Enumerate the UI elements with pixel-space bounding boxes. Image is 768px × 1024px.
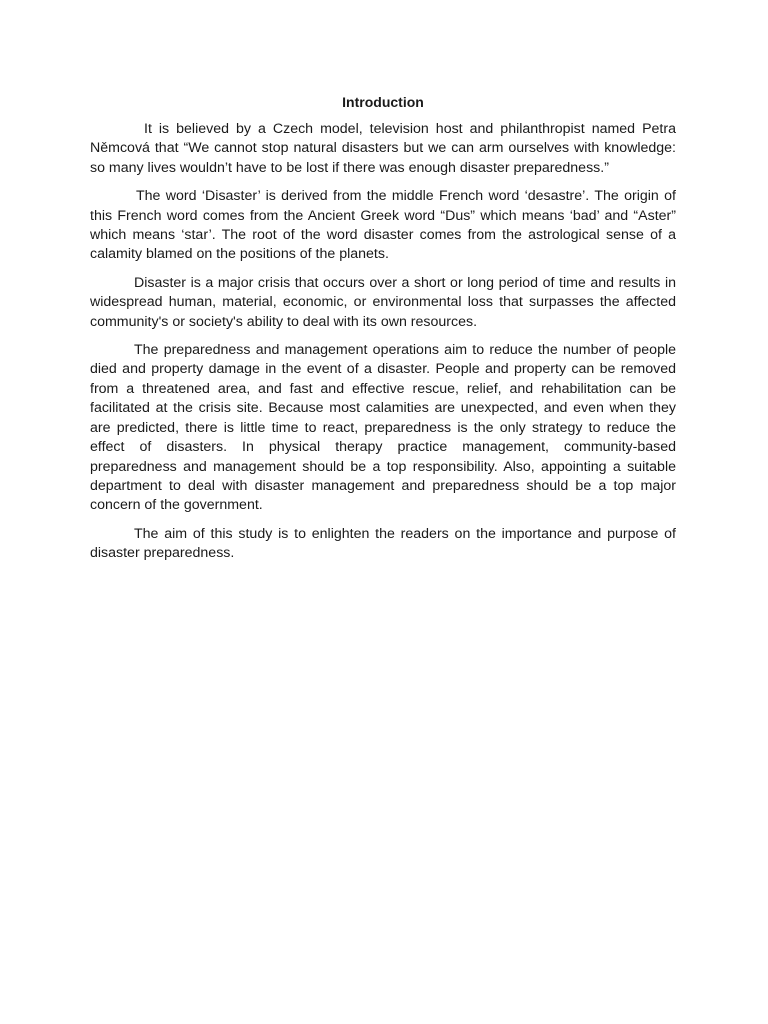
- paragraph-aim: The aim of this study is to enlighten the readers on the importance and purpose of disaster preparedness.: [90, 525, 676, 562]
- paragraph-etymology: The word ‘Disaster’ is derived from the middle French word ‘desastre’. The origin of this French word comes from the Ancient Greek word “Dus” which means ‘bad’ and “Aster” which means ‘star’. The root of the word disaster comes from the astrological sense of a calamity blamed on the positions of the planets.: [90, 188, 676, 263]
- paragraph-definition: Disaster is a major crisis that occurs over a short or long period of time and results in widespread human, material, economic, or environmental loss that surpasses the affected community's or society's ability to deal with its own resources.: [90, 274, 676, 330]
- section-heading: Introduction: [342, 94, 424, 110]
- paragraph-quote: It is believed by a Czech model, television host and philanthropist named Petra Němcová that “We cannot stop natural disasters but we can arm ourselves with knowledge: so many lives wouldn’t have to be lost if there was enough disaster preparedness.”: [90, 121, 676, 176]
- document-body: [90, 92, 676, 573]
- paragraph-preparedness: The preparedness and management operations aim to reduce the number of people died and property damage in the event of a disaster. People and property can be removed from a threatened area, and fast and effective rescue, relief, and rehabilitation can be facilitated at the crisis site. Because most calamities are unexpected, and even when they are predicted, there is little time to react, preparedness is the only strategy to reduce the effect of disasters. In physical therapy practice management, community-based preparedness and management should be a top responsibility. Also, appointing a suitable department to deal with disaster management and preparedness should be a top major concern of the government.: [90, 342, 676, 514]
